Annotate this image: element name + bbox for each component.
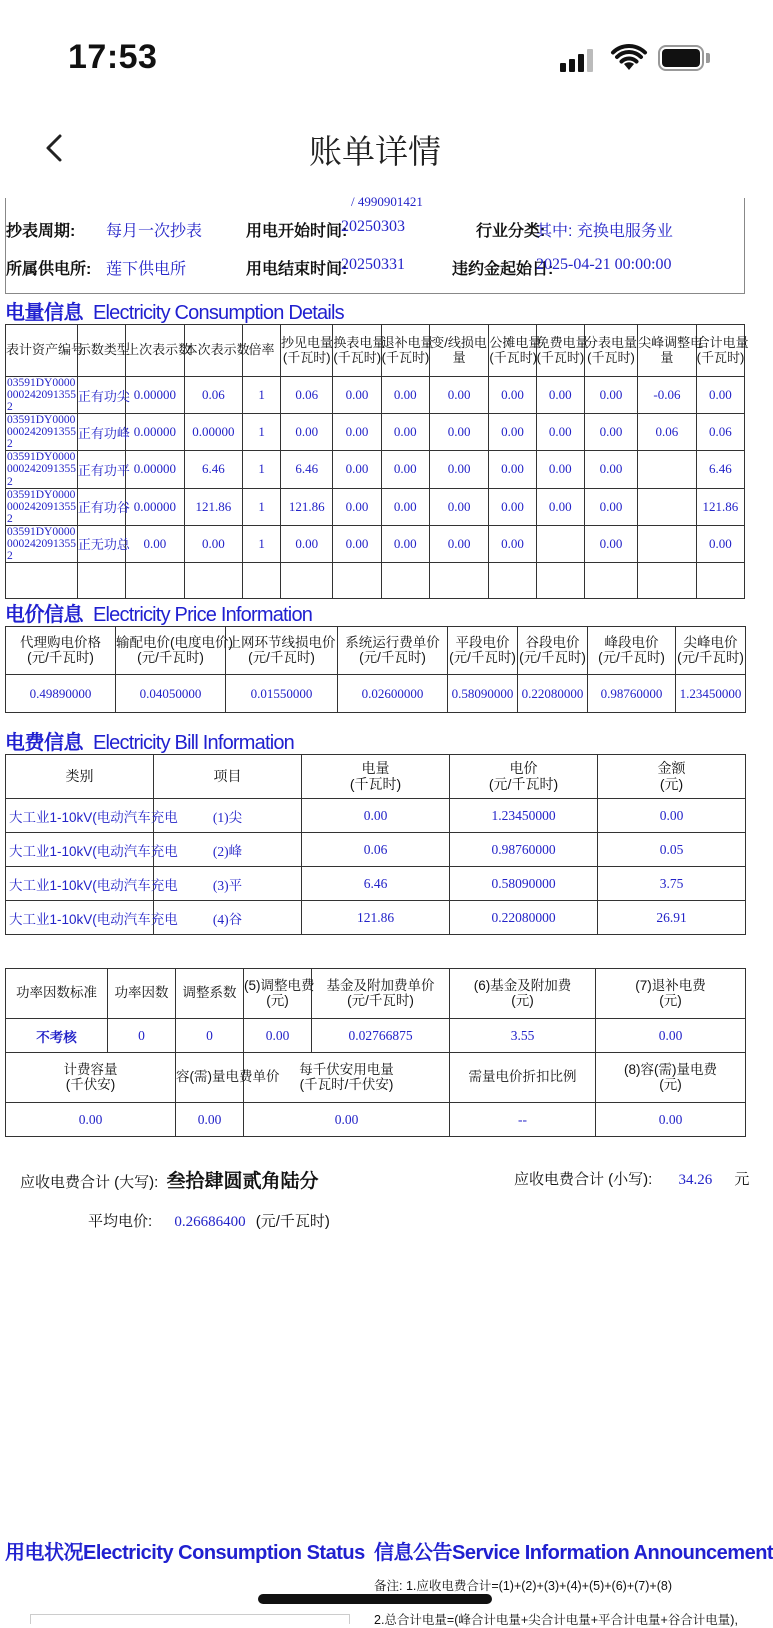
consumption-cell: 1	[243, 377, 281, 414]
consumption-cell	[333, 562, 381, 598]
consumption-cell: 0.00	[584, 451, 637, 488]
total-lower-row	[514, 1168, 749, 1189]
consumption-cell: 0.06	[638, 414, 697, 451]
table-row	[6, 799, 746, 833]
price-cell: 0.58090000	[448, 675, 518, 713]
consumption-cell	[638, 525, 697, 562]
consumption-cell: 0.00	[333, 377, 381, 414]
extra-cell: 0	[176, 1019, 244, 1053]
consumption-cell: 0.06	[281, 377, 333, 414]
total-unit: 元	[734, 1171, 750, 1188]
consumption-cell: 0.00	[381, 451, 429, 488]
consumption-cell: 0.00	[489, 451, 536, 488]
bill-content[interactable]	[0, 194, 773, 1627]
extra-header: (5)调整电费 (元)	[244, 969, 312, 1019]
total-lower-value: 34.26	[678, 1172, 713, 1188]
table-row	[6, 488, 745, 525]
bill-cell: 0.00	[598, 799, 746, 833]
consumption-cell	[696, 562, 744, 598]
consumption-cell: 1	[243, 488, 281, 525]
penalty-start-value: 2025-04-21 00:00:00	[536, 256, 672, 273]
consumption-cell: 0.00	[489, 525, 536, 562]
price-header: 代理购电价格 (元/千瓦时)	[6, 627, 116, 675]
bill-cell: 1.23450000	[450, 799, 598, 833]
extra-cell: --	[450, 1103, 596, 1137]
consumption-header: 免费电量 (千瓦时)	[536, 325, 584, 377]
total-upper-value: 叁拾肆圆贰角陆分	[166, 1171, 319, 1192]
consumption-cell: 0.00	[381, 414, 429, 451]
consumption-cell: 正无功总	[77, 525, 125, 562]
consumption-header: 倍率	[243, 325, 281, 377]
consumption-cell	[77, 562, 125, 598]
consumption-cell: 6.46	[696, 451, 744, 488]
price-header: 峰段电价 (元/千瓦时)	[588, 627, 676, 675]
consumption-cell	[638, 562, 697, 598]
cellular-signal-icon	[560, 48, 596, 72]
extra-cell: 0	[108, 1019, 176, 1053]
consumption-cell: 0.00	[184, 525, 243, 562]
consumption-header: 合计电量 (千瓦时)	[696, 325, 744, 377]
table-row	[6, 1103, 746, 1137]
industry-label: 行业分类:	[476, 223, 546, 240]
consumption-cell: 0.00000	[184, 414, 243, 451]
price-cell: 1.23450000	[676, 675, 746, 713]
consumption-cell: 6.46	[184, 451, 243, 488]
start-time-value: 20250303	[341, 218, 405, 235]
extra-header: (8)容(需)量电费 (元)	[596, 1053, 746, 1103]
consumption-cell: 0.00	[429, 488, 489, 525]
extra-cell: 0.00	[244, 1103, 450, 1137]
extra-cell: 0.00	[176, 1103, 244, 1137]
price-cell: 0.22080000	[518, 675, 588, 713]
consumption-cell: 121.86	[281, 488, 333, 525]
consumption-cell	[184, 562, 243, 598]
price-title-en: Electricity Price Information	[93, 604, 313, 626]
notice-title: 信息公告Service Information Announcement	[374, 1542, 773, 1564]
consumption-cell: 1	[243, 525, 281, 562]
consumption-cell: 0.00	[429, 414, 489, 451]
table-row	[6, 525, 745, 562]
status-bar	[0, 0, 750, 110]
bill-cell: (2)峰	[154, 833, 302, 867]
consumption-cell: 03591DY00000002420913552	[7, 377, 76, 414]
consumption-cell: 03591DY00000002420913552	[7, 488, 76, 525]
bill-cell: 大工业1-10kV(电动汽车充电	[6, 901, 154, 935]
extra-cell: 0.00	[596, 1019, 746, 1053]
bill-cell: 大工业1-10kV(电动汽车充电	[6, 799, 154, 833]
price-header: 平段电价 (元/千瓦时)	[448, 627, 518, 675]
table-row	[6, 1019, 746, 1053]
consumption-header: 尖峰调整电 量	[638, 325, 697, 377]
consumption-header: 公摊电量 (千瓦时)	[489, 325, 536, 377]
total-lower-label: 应收电费合计 (小写):	[514, 1171, 653, 1188]
table-row	[6, 377, 745, 414]
consumption-cell: 03591DY00000002420913552	[7, 414, 76, 451]
consumption-cell: 0.00	[536, 414, 584, 451]
price-section-title	[5, 598, 312, 627]
consumption-cell: 0.00000	[126, 451, 185, 488]
consumption-cell: 0.00	[381, 525, 429, 562]
penalty-start-label: 违约金起始日:	[452, 261, 554, 278]
consumption-cell	[429, 562, 489, 598]
consumption-cell: 0.00	[126, 525, 185, 562]
consumption-cell: 0.00	[696, 525, 744, 562]
consumption-status-title: 用电状况Electricity Consumption Status	[5, 1542, 365, 1564]
info-row-1	[6, 218, 746, 248]
extra-header: 每千伏安用电量 (千瓦时/千伏安)	[244, 1053, 450, 1103]
extra-header: 功率因数标准	[6, 969, 108, 1019]
consumption-cell: 0.06	[696, 414, 744, 451]
bill-header: 金额 (元)	[598, 755, 746, 799]
extra-cell: 0.00	[596, 1103, 746, 1137]
consumption-header: 表计资产编号	[6, 325, 78, 377]
extra-cell: 0.02766875	[312, 1019, 450, 1053]
consumption-header: 上次表示数	[126, 325, 185, 377]
consumption-cell: 0.00	[584, 414, 637, 451]
consumption-header: 退补电量 (千瓦时)	[381, 325, 429, 377]
consumption-cell: 正有功平	[77, 451, 125, 488]
consumption-cell: 0.00	[281, 414, 333, 451]
extra-header: 需量电价折扣比例	[450, 1053, 596, 1103]
price-cell: 0.02600000	[338, 675, 448, 713]
bill-cell: 3.75	[598, 867, 746, 901]
consumption-cell: 0.00	[536, 377, 584, 414]
consumption-cell: 正有功尖	[77, 377, 125, 414]
consumption-cell	[638, 488, 697, 525]
price-header: 上网环节线损电价 (元/千瓦时)	[226, 627, 338, 675]
total-upper-label: 应收电费合计 (大写):	[20, 1174, 159, 1191]
power-station-label: 所属供电所:	[6, 261, 92, 278]
extra-cell: 0.00	[244, 1019, 312, 1053]
consumption-cell: 1	[243, 414, 281, 451]
avg-price-unit: (元/千瓦时)	[255, 1213, 330, 1230]
consumption-cell: 0.00000	[126, 488, 185, 525]
status-time: 17:53	[68, 38, 158, 76]
consumption-cell: 正有功谷	[77, 488, 125, 525]
bill-cell: (1)尖	[154, 799, 302, 833]
bill-cell: 0.98760000	[450, 833, 598, 867]
avg-price-label: 平均电价:	[88, 1213, 153, 1230]
table-row	[6, 901, 746, 935]
bill-title-cn: 电费信息	[5, 732, 83, 754]
consumption-cell	[243, 562, 281, 598]
consumption-cell	[126, 562, 185, 598]
consumption-cell	[536, 562, 584, 598]
consumption-section-title	[5, 296, 344, 325]
consumption-cell: 0.00	[489, 414, 536, 451]
home-indicator[interactable]	[258, 1594, 492, 1604]
consumption-cell: 1	[243, 451, 281, 488]
consumption-header: 本次表示数	[184, 325, 243, 377]
table-row	[6, 833, 746, 867]
power-station-value: 莲下供电所	[106, 261, 187, 278]
consumption-title-cn: 电量信息	[5, 302, 83, 324]
table-row	[6, 867, 746, 901]
avg-price-row	[88, 1210, 330, 1231]
consumption-table	[5, 324, 749, 599]
extra-cell: 不考核	[6, 1019, 108, 1053]
bill-cell: (3)平	[154, 867, 302, 901]
consumption-cell: 0.00	[333, 525, 381, 562]
consumption-cell	[6, 562, 78, 598]
meter-cycle-label: 抄表周期:	[6, 223, 76, 240]
bill-cell: 0.06	[302, 833, 450, 867]
consumption-cell: 0.00	[333, 414, 381, 451]
consumption-cell	[381, 562, 429, 598]
bill-cell: 121.86	[302, 901, 450, 935]
bill-header: 电量 (千瓦时)	[302, 755, 450, 799]
extra-header: 容(需)量电费单价	[176, 1053, 244, 1103]
consumption-cell: 0.00	[536, 451, 584, 488]
wifi-icon	[612, 44, 646, 72]
table-row	[6, 562, 745, 598]
consumption-cell: 0.00	[281, 525, 333, 562]
bill-cell: 26.91	[598, 901, 746, 935]
bill-cell: 大工业1-10kV(电动汽车充电	[6, 833, 154, 867]
notice-note-1: 备注: 1.应收电费合计=(1)+(2)+(3)+(4)+(5)+(6)+(7)+(8)	[374, 1579, 672, 1593]
price-title-cn: 电价信息	[5, 604, 83, 626]
consumption-cell	[638, 451, 697, 488]
avg-price-value: 0.26686400	[174, 1214, 246, 1230]
price-header: 输配电价(电度电价) (元/千瓦时)	[116, 627, 226, 675]
consumption-header: 抄见电量 (千瓦时)	[281, 325, 333, 377]
page-title: 账单详情	[309, 133, 441, 170]
consumption-cell: 6.46	[281, 451, 333, 488]
extra-header: (6)基金及附加费 (元)	[450, 969, 596, 1019]
extra-cell: 3.55	[450, 1019, 596, 1053]
bill-cell: 0.05	[598, 833, 746, 867]
table-row	[6, 1053, 746, 1103]
industry-value: 其中: 充换电服务业	[536, 223, 673, 240]
bill-cell: 0.22080000	[450, 901, 598, 935]
price-header: 尖峰电价 (元/千瓦时)	[676, 627, 746, 675]
price-table	[5, 626, 746, 713]
consumption-cell: 0.00	[381, 488, 429, 525]
notice-note-2: 2.总合计电量=(峰合计电量+尖合计电量+平合计电量+谷合计电量),	[374, 1613, 738, 1627]
table-row	[6, 451, 745, 488]
consumption-cell: 0.00	[584, 525, 637, 562]
extra-header: 基金及附加费单价 (元/千瓦时)	[312, 969, 450, 1019]
bill-title-en: Electricity Bill Information	[93, 732, 294, 754]
price-header: 系统运行费单价 (元/千瓦时)	[338, 627, 448, 675]
start-time-label: 用电开始时间:	[246, 223, 348, 240]
consumption-cell: 0.00	[429, 451, 489, 488]
consumption-cell: 0.00	[489, 488, 536, 525]
consumption-cell: 0.00	[489, 377, 536, 414]
consumption-cell: 03591DY00000002420913552	[7, 525, 76, 562]
consumption-cell	[489, 562, 536, 598]
bill-cell: 6.46	[302, 867, 450, 901]
consumption-header: 变/线损电 量	[429, 325, 489, 377]
bill-cell: 大工业1-10kV(电动汽车充电	[6, 867, 154, 901]
consumption-cell: 0.00	[333, 488, 381, 525]
customer-info-box	[5, 194, 745, 294]
consumption-cell: 0.00	[696, 377, 744, 414]
consumption-cell	[536, 525, 584, 562]
bill-cell: 0.00	[302, 799, 450, 833]
price-header: 谷段电价 (元/千瓦时)	[518, 627, 588, 675]
consumption-cell: 03591DY00000002420913552	[7, 451, 76, 488]
consumption-cell: 121.86	[696, 488, 744, 525]
price-cell: 0.04050000	[116, 675, 226, 713]
consumption-cell: 0.00	[333, 451, 381, 488]
bill-cell: (4)谷	[154, 901, 302, 935]
info-cut-text: / 4990901421	[351, 194, 423, 209]
bill-table	[5, 754, 746, 935]
table-row	[6, 414, 745, 451]
price-cell: 0.98760000	[588, 675, 676, 713]
consumption-cell: 0.00000	[126, 414, 185, 451]
consumption-cell: 0.00	[429, 377, 489, 414]
bill-header: 电价 (元/千瓦时)	[450, 755, 598, 799]
consumption-cell: 0.00000	[126, 377, 185, 414]
end-time-label: 用电结束时间:	[246, 261, 348, 278]
extra-header: 调整系数	[176, 969, 244, 1019]
consumption-cell: 0.00	[584, 488, 637, 525]
consumption-title-en: Electricity Consumption Details	[93, 302, 344, 324]
bill-header: 项目	[154, 755, 302, 799]
total-upper-row	[20, 1166, 319, 1193]
extra-cell: 0.00	[6, 1103, 176, 1137]
consumption-cell: 121.86	[184, 488, 243, 525]
consumption-cell: 0.06	[184, 377, 243, 414]
info-row-2	[6, 256, 746, 286]
bill-cell: 0.58090000	[450, 867, 598, 901]
extra-header: 功率因数	[108, 969, 176, 1019]
consumption-cell: -0.06	[638, 377, 697, 414]
consumption-header: 示数类型	[77, 325, 125, 377]
consumption-cell: 0.00	[536, 488, 584, 525]
consumption-header: 换表电量 (千瓦时)	[333, 325, 381, 377]
consumption-cell: 正有功峰	[77, 414, 125, 451]
consumption-header: 分表电量 (千瓦时)	[584, 325, 637, 377]
meter-cycle-value: 每月一次抄表	[106, 223, 203, 240]
consumption-cell	[281, 562, 333, 598]
price-cell: 0.01550000	[226, 675, 338, 713]
end-time-value: 20250331	[341, 256, 405, 273]
consumption-cell	[584, 562, 637, 598]
bill-section-title	[5, 726, 294, 755]
price-cell: 0.49890000	[6, 675, 116, 713]
consumption-cell: 0.00	[584, 377, 637, 414]
extra-header: 计费容量 (千伏安)	[6, 1053, 176, 1103]
bill-header: 类别	[6, 755, 154, 799]
consumption-cell: 0.00	[381, 377, 429, 414]
status-chart-frame	[30, 1614, 350, 1624]
table-row	[6, 969, 746, 1019]
consumption-cell: 0.00	[429, 525, 489, 562]
extra-header: (7)退补电费 (元)	[596, 969, 746, 1019]
battery-icon	[658, 45, 710, 71]
bill-extra-table	[5, 968, 746, 1137]
